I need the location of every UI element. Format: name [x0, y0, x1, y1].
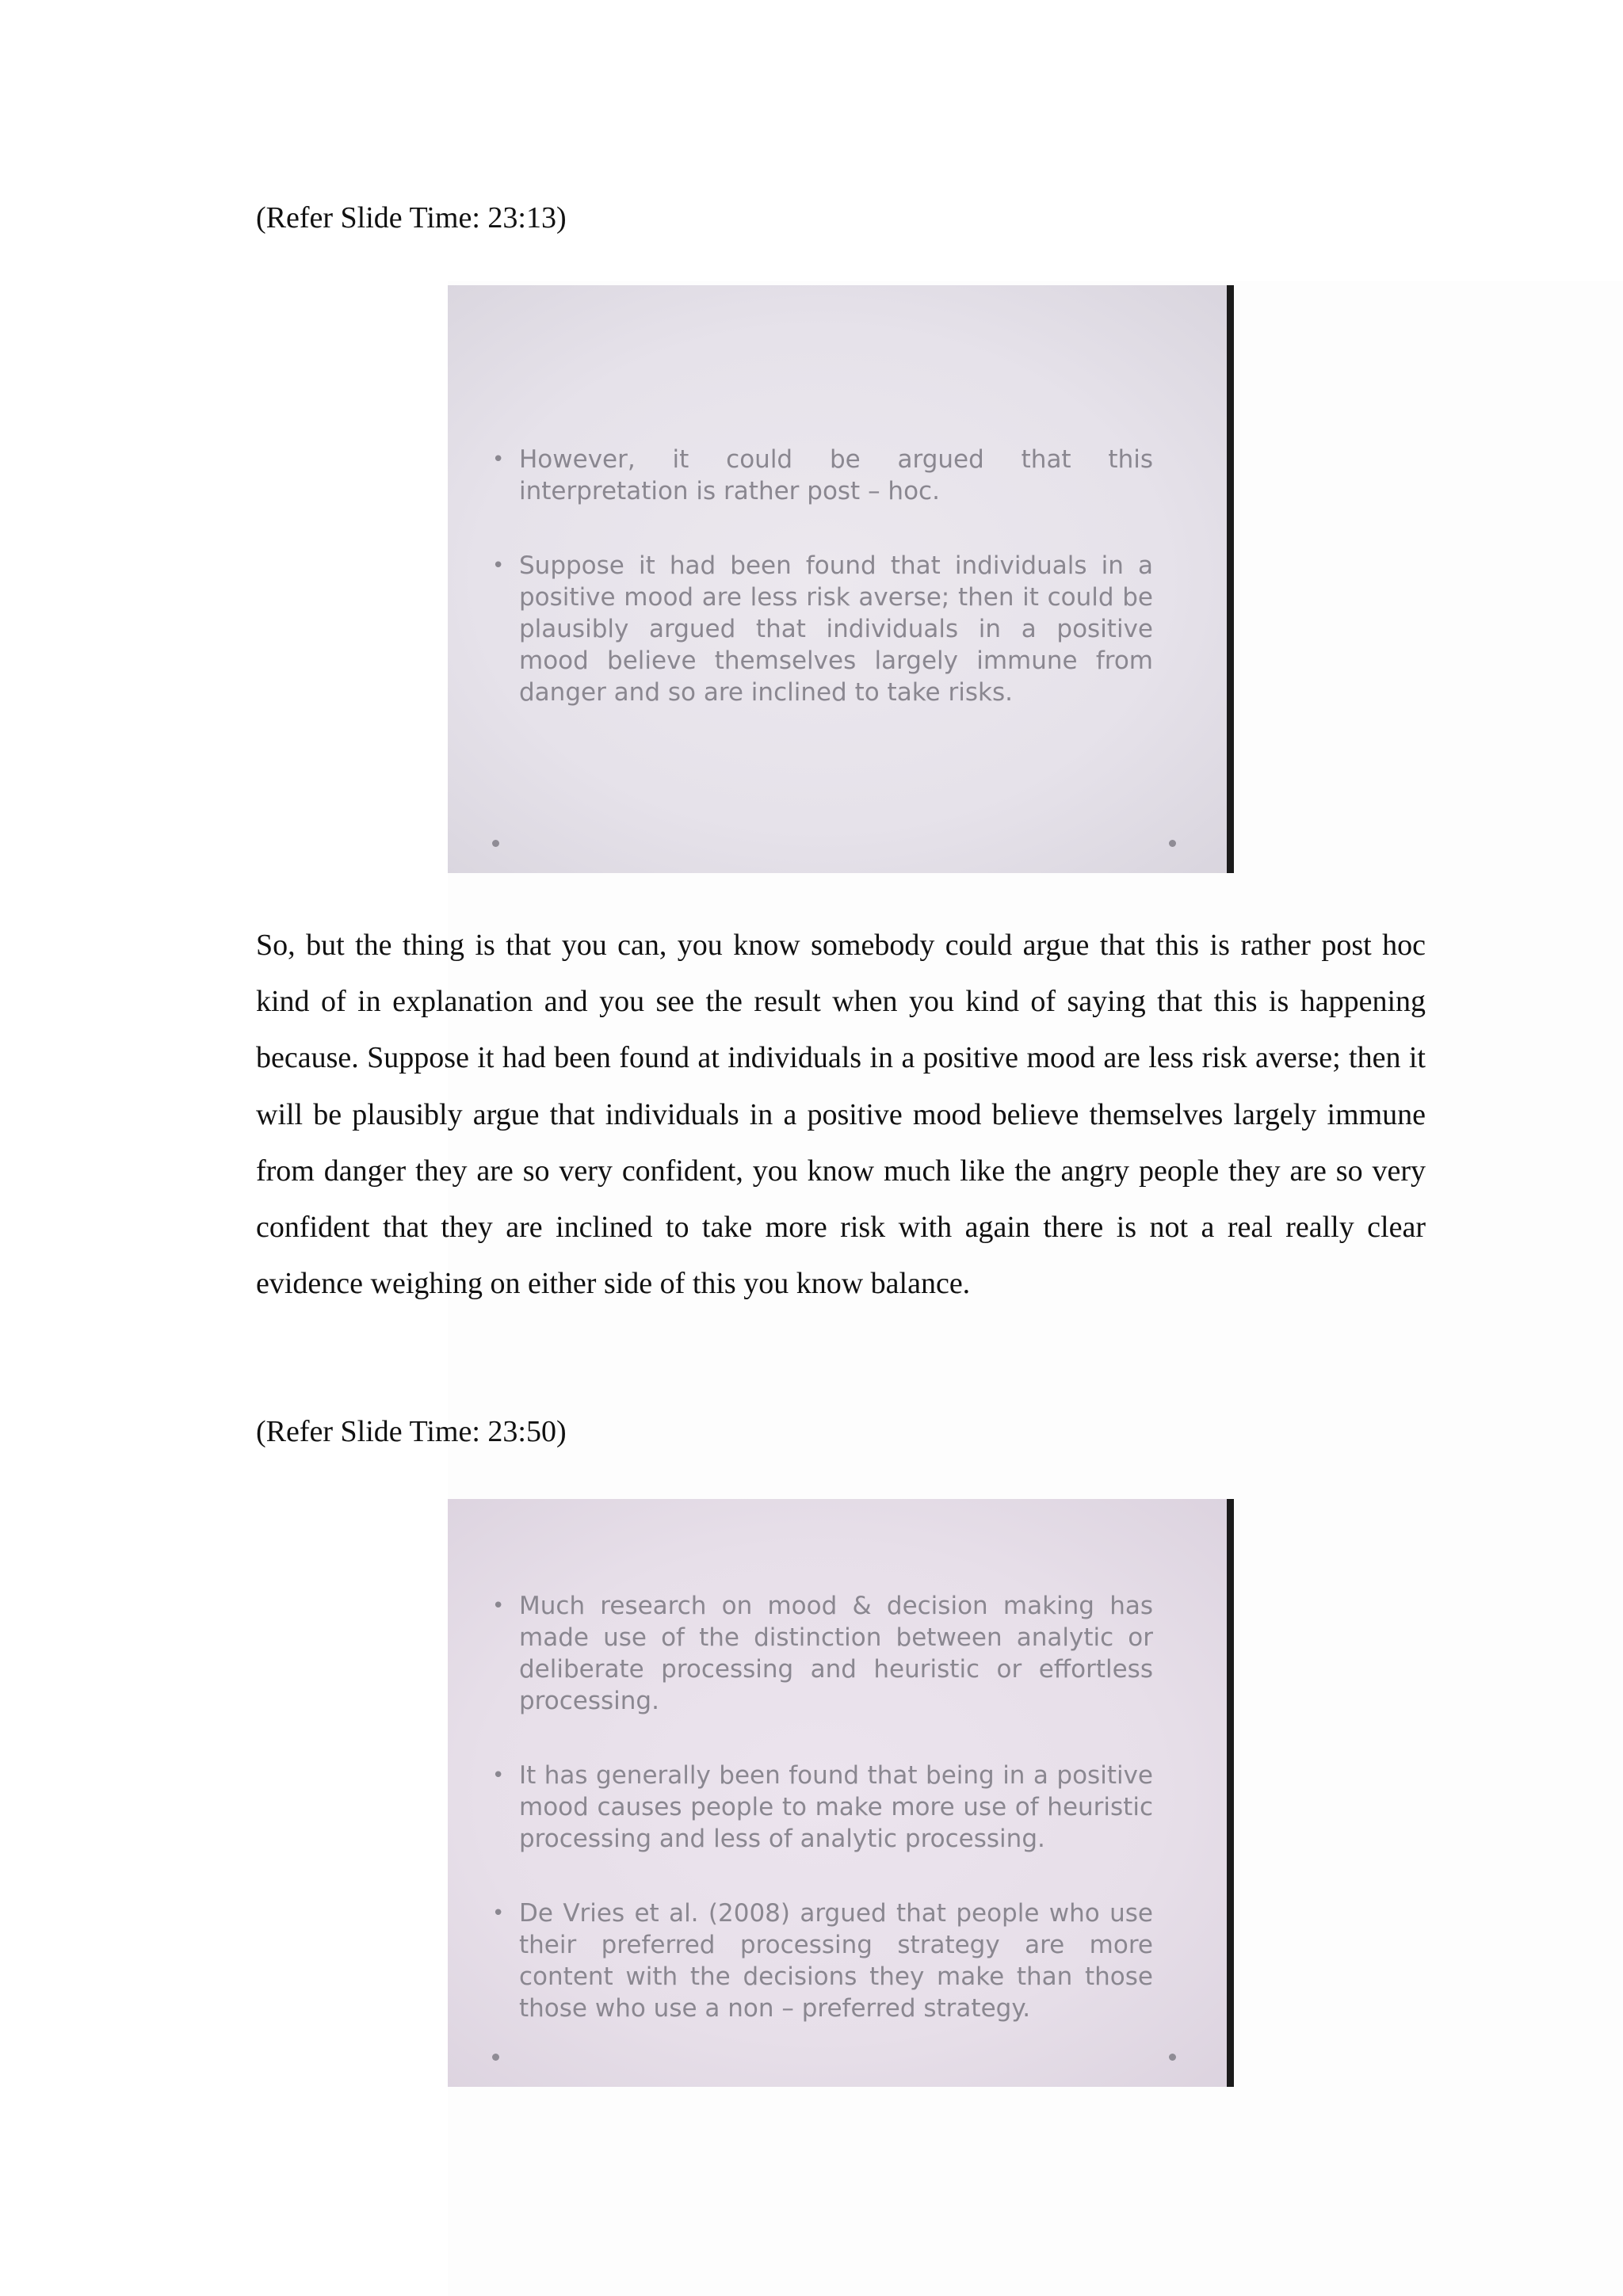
- slide-1-bullet: • However, it could be argued that this interpretation is rather post – hoc.: [489, 444, 1153, 507]
- slide-image-1: [448, 285, 1234, 873]
- slide-2-bullet-list: [489, 1590, 1153, 2067]
- slide-1-right-dot: [1169, 840, 1176, 847]
- slide-image-2: [448, 1499, 1234, 2087]
- slide-2-bullet: • It has generally been found that being in a positive mood causes people to make more use of heuristic processing and less of analytic processing.: [489, 1760, 1153, 1855]
- slide-2-left-dot: [492, 2054, 499, 2061]
- slide-2-bullet: • Much research on mood & decision making has made use of the distinction between analytic or deliberate processing and heuristic or effortless processing.: [489, 1590, 1153, 1717]
- slide-1-left-dot: [492, 840, 499, 847]
- transcript-paragraph: So, but the thing is that you can, you know somebody could argue that this is rather post hoc kind of in explanation and you see the result when you kind of saying that this is happening because. Suppose it had been found at individuals in a positive mood are less risk averse; then it will be plausibly argue that individuals in a positive mood believe themselves largely immune from danger they are so very confident, you know much like the angry people they are so very confident that they are inclined to take more risk with again there is not a real really clear evidence weighing on either side of this you know balance.: [256, 929, 1426, 1301]
- refer-slide-time-1: (Refer Slide Time: 23:13): [256, 201, 567, 235]
- slide-2-bullet: • De Vries et al. (2008) argued that people who use their preferred processing strategy are more content with the decisions they make than those those who use a non – preferred strategy.: [489, 1897, 1153, 2024]
- slide-1-bullet-list: [489, 444, 1153, 751]
- refer-slide-time-2: (Refer Slide Time: 23:50): [256, 1415, 567, 1448]
- slide-1-bullet: • Suppose it had been found that individuals in a positive mood are less risk averse; then it could be plausibly argued that individuals in a positive mood believe themselves largely immune from danger and so are inclined to take risks.: [489, 550, 1153, 708]
- slide-2-right-dot: [1169, 2054, 1176, 2061]
